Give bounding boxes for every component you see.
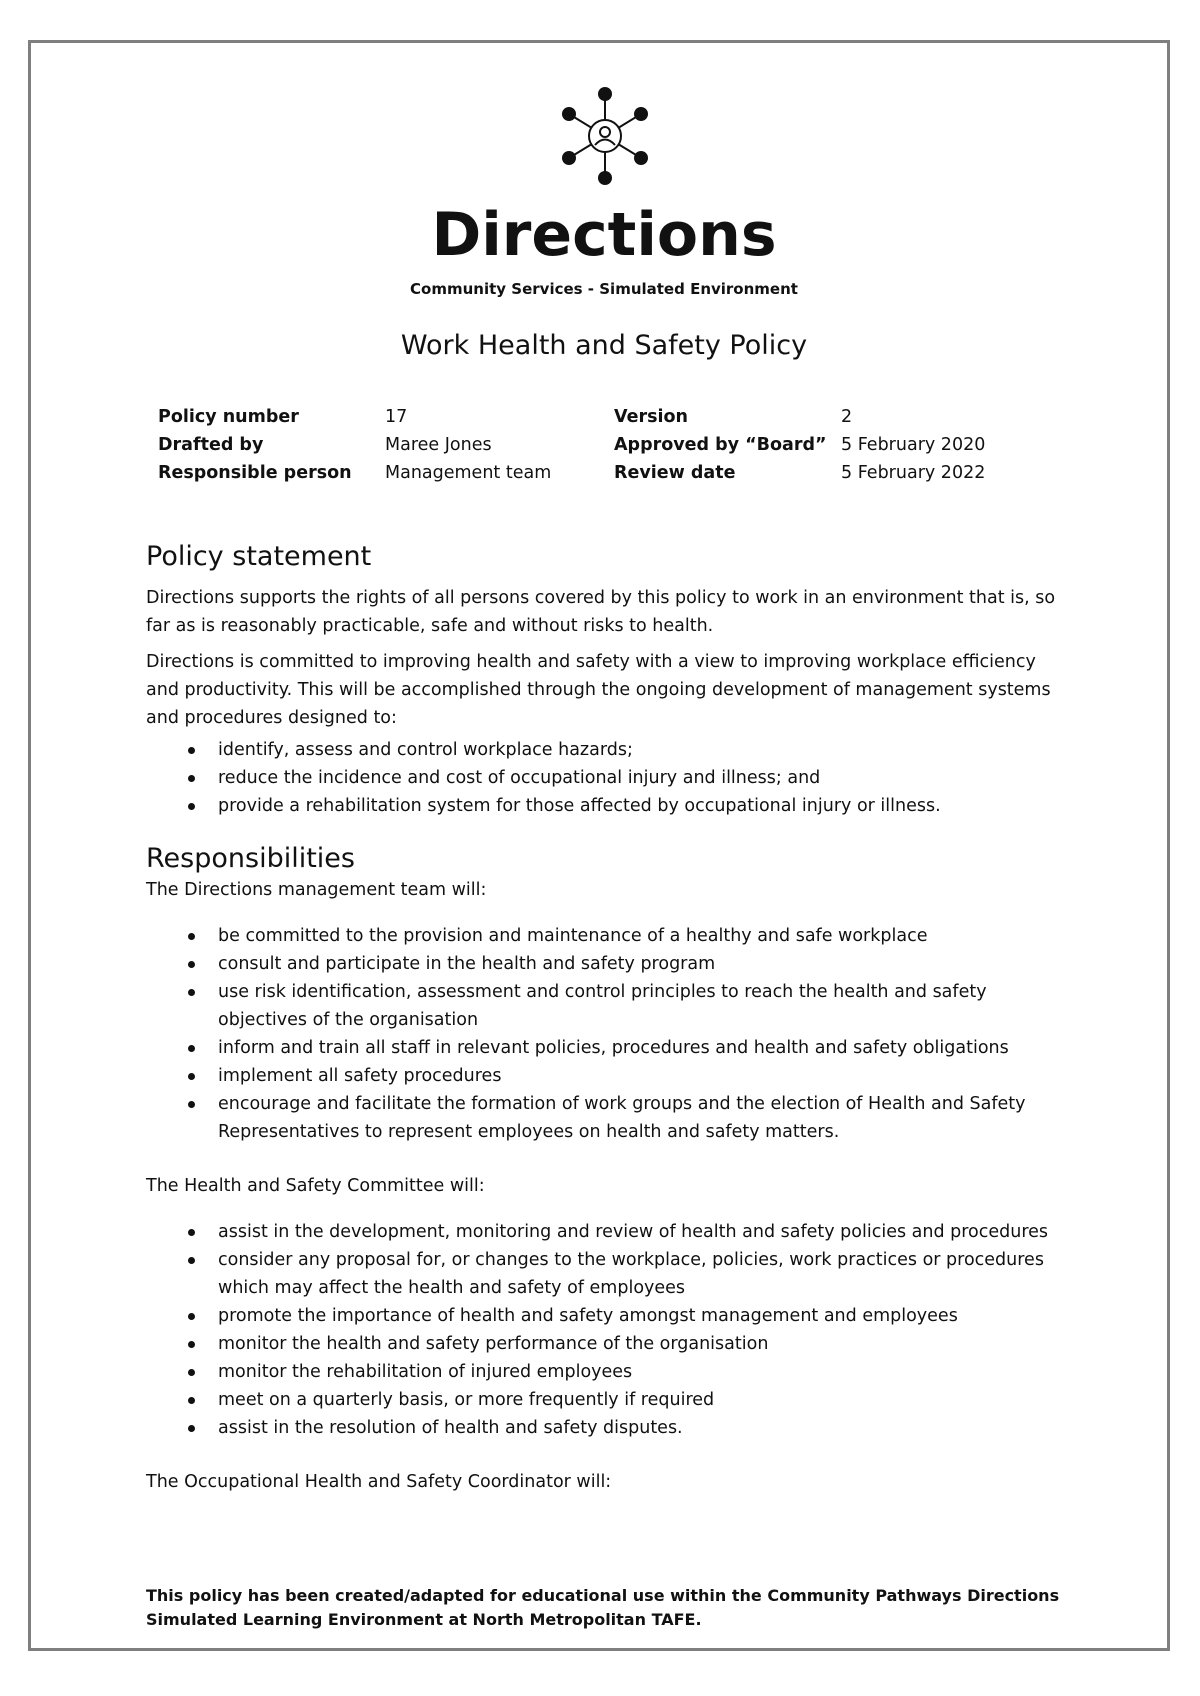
directions-logo-icon [556, 86, 654, 186]
metadata-row [158, 403, 1058, 431]
metadata-label: Policy number [158, 407, 299, 427]
metadata-value: 5 February 2020 [841, 435, 986, 455]
metadata-label: Review date [614, 463, 736, 483]
policy-body [146, 540, 1071, 1496]
paragraph: The Health and Safety Committee will: [146, 1176, 485, 1196]
list-item: assist in the development, monitoring and review of health and safety policies and procedures [146, 1218, 1071, 1246]
list-item: meet on a quarterly basis, or more frequently if required [146, 1386, 1071, 1414]
paragraph: The Directions management team will: [146, 880, 487, 900]
list-item: inform and train all staff in relevant policies, procedures and health and safety obligations [146, 1034, 1071, 1062]
metadata-row [158, 459, 1058, 487]
list-item: monitor the health and safety performance of the organisation [146, 1330, 1071, 1358]
paragraph: The Occupational Health and Safety Coordinator will: [146, 1472, 612, 1492]
section-heading-policy-statement: Policy statement [146, 541, 372, 572]
metadata-value: 17 [385, 407, 408, 427]
bullet-list [146, 922, 1071, 1146]
list-item: implement all safety procedures [146, 1062, 1071, 1090]
list-item: assist in the resolution of health and safety disputes. [146, 1414, 1071, 1442]
bullet-list [146, 736, 1071, 820]
bullet-list [146, 1218, 1071, 1442]
list-item: encourage and facilitate the formation of work groups and the election of Health and Safety Representatives to represent employees on health and safety matters. [146, 1090, 1071, 1146]
list-item: identify, assess and control workplace hazards; [146, 736, 1071, 764]
policy-metadata-table [158, 403, 1058, 487]
metadata-row [158, 431, 1058, 459]
metadata-label: Version [614, 407, 688, 427]
metadata-label: Approved by “Board” [614, 435, 827, 455]
document-title: Work Health and Safety Policy [400, 330, 808, 361]
paragraph: Directions supports the rights of all persons covered by this policy to work in an environment that is, so far as is reasonably practicable, safe and without risks to health. [146, 588, 1056, 636]
paragraph: Directions is committed to improving health and safety with a view to improving workplace efficiency and productivity. This will be accomplished through the ongoing development of management systems and procedures designed to: [146, 652, 1051, 728]
metadata-label: Drafted by [158, 435, 264, 455]
list-item: provide a rehabilitation system for those affected by occupational injury or illness. [146, 792, 1071, 820]
list-item: consult and participate in the health and safety program [146, 950, 1071, 978]
list-item: promote the importance of health and safety amongst management and employees [146, 1302, 1071, 1330]
brand-subtitle: Community Services - Simulated Environment [410, 280, 798, 298]
metadata-value: 5 February 2022 [841, 463, 986, 483]
metadata-label: Responsible person [158, 463, 352, 483]
educational-use-note: This policy has been created/adapted for educational use within the Community Pathways Directions Simulated Learning Environment at North Metropolitan TAFE. [146, 1586, 1060, 1629]
metadata-value: Maree Jones [385, 435, 492, 455]
list-item: be committed to the provision and maintenance of a healthy and safe workplace [146, 922, 1071, 950]
list-item: reduce the incidence and cost of occupational injury and illness; and [146, 764, 1071, 792]
metadata-value: 2 [841, 407, 853, 427]
list-item: consider any proposal for, or changes to the workplace, policies, work practices or procedures which may affect the health and safety of employees [146, 1246, 1071, 1302]
list-item: monitor the rehabilitation of injured employees [146, 1358, 1071, 1386]
list-item: use risk identification, assessment and control principles to reach the health and safety objectives of the organisation [146, 978, 1071, 1034]
section-heading-responsibilities: Responsibilities [146, 843, 355, 874]
metadata-value: Management team [385, 463, 552, 483]
brand-name: Directions [431, 200, 777, 270]
